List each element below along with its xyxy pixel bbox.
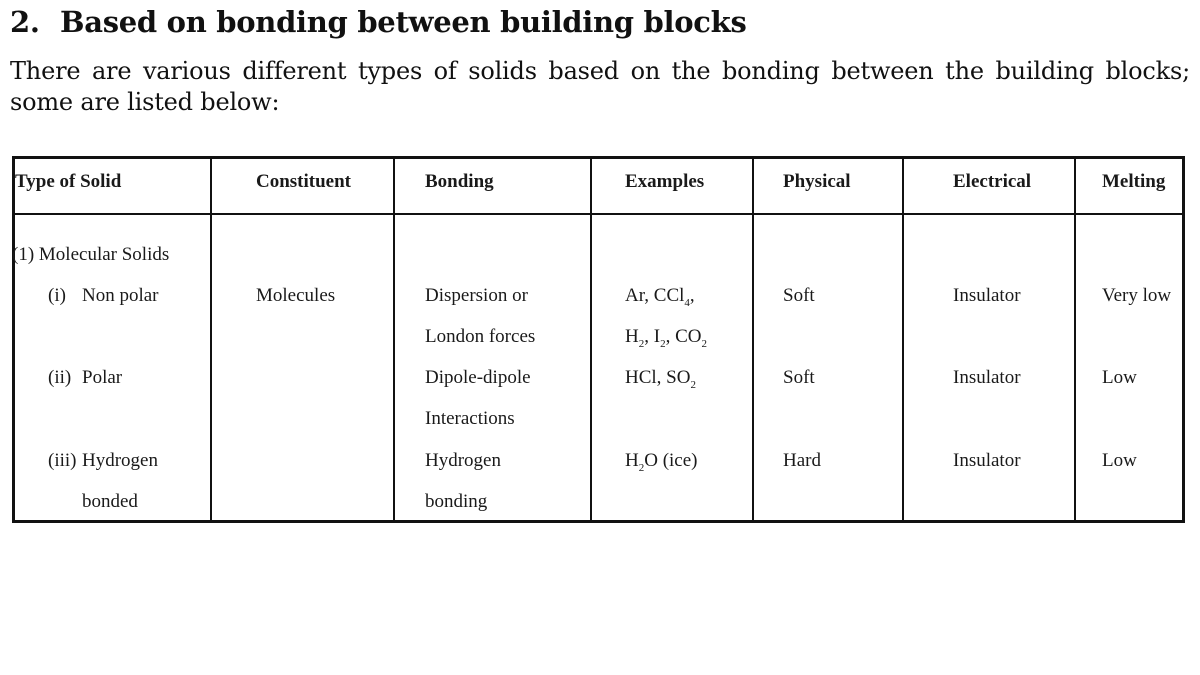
row-non-polar-melting: Very low xyxy=(1102,285,1172,306)
formula-text: Ar, CCl xyxy=(625,285,685,306)
row-hydrogen-bonding: Hydrogen xyxy=(425,450,501,471)
header-electrical: Electrical xyxy=(953,171,1032,192)
row-non-polar-electrical: Insulator xyxy=(953,285,1021,306)
intro-line-2: blocks; some are listed below: xyxy=(10,57,1190,116)
row-non-polar-roman: (i) xyxy=(48,285,66,306)
header-divider xyxy=(15,213,1182,215)
section-heading xyxy=(10,2,746,42)
row-hydrogen-bonding-cont: bonding xyxy=(425,491,488,512)
row-hydrogen-electrical: Insulator xyxy=(953,450,1021,471)
formula-subscript: 2 xyxy=(638,338,645,350)
row-polar-electrical: Insulator xyxy=(953,367,1021,388)
formula-text: , CO xyxy=(665,326,702,347)
header-examples: Examples xyxy=(625,171,705,192)
formula-text: O (ice) xyxy=(644,450,698,471)
intro-paragraph xyxy=(10,56,1190,118)
formula-text: HCl, SO xyxy=(625,367,691,388)
section-title: Based on bonding between building blocks xyxy=(60,5,747,39)
row-hydrogen-roman: (iii) xyxy=(48,450,77,471)
solids-table xyxy=(12,156,1185,523)
formula-text: , xyxy=(689,285,695,306)
row-polar-type: Polar xyxy=(82,367,123,388)
group-label-molecular-solids: (1) Molecular Solids xyxy=(12,244,170,265)
formula-text: H xyxy=(625,450,639,471)
formula-subscript: 2 xyxy=(701,338,707,350)
row-polar-bonding-cont: Interactions xyxy=(425,408,515,429)
header-melting: Melting xyxy=(1102,171,1166,192)
formula-subscript: 2 xyxy=(690,379,696,391)
section-number: 2. xyxy=(10,5,40,39)
formula-subscript: 4 xyxy=(684,297,690,309)
intro-line-1: There are various different types of solids based on the bonding between the building xyxy=(10,57,1094,85)
row-non-polar-bonding-cont: London forces xyxy=(425,326,536,347)
formula-subscript: 2 xyxy=(638,462,645,474)
header-bonding: Bonding xyxy=(425,171,494,192)
row-polar-bonding: Dipole-dipole xyxy=(425,367,531,388)
row-non-polar-examples-line2 xyxy=(625,326,707,348)
row-hydrogen-melting: Low xyxy=(1102,450,1137,471)
row-non-polar-type: Non polar xyxy=(82,285,159,306)
row-polar-examples xyxy=(625,367,696,389)
formula-text: H xyxy=(625,326,639,347)
formula-subscript: 2 xyxy=(660,338,666,350)
row-polar-melting: Low xyxy=(1102,367,1137,388)
header-physical: Physical xyxy=(783,171,851,192)
row-hydrogen-type-cont: bonded xyxy=(82,491,138,512)
header-constituent: Constituent xyxy=(256,171,352,192)
row-non-polar-constituent: Molecules xyxy=(256,285,336,306)
row-hydrogen-examples xyxy=(625,450,698,472)
header-type-of-solid: Type of Solid xyxy=(15,171,122,192)
row-hydrogen-physical: Hard xyxy=(783,450,821,471)
row-hydrogen-type: Hydrogen xyxy=(82,450,158,471)
formula-text: , I xyxy=(644,326,661,347)
row-polar-roman: (ii) xyxy=(48,367,72,388)
row-polar-physical: Soft xyxy=(783,367,815,388)
row-non-polar-bonding: Dispersion or xyxy=(425,285,528,306)
row-non-polar-physical: Soft xyxy=(783,285,815,306)
row-non-polar-examples-line1 xyxy=(625,285,695,307)
